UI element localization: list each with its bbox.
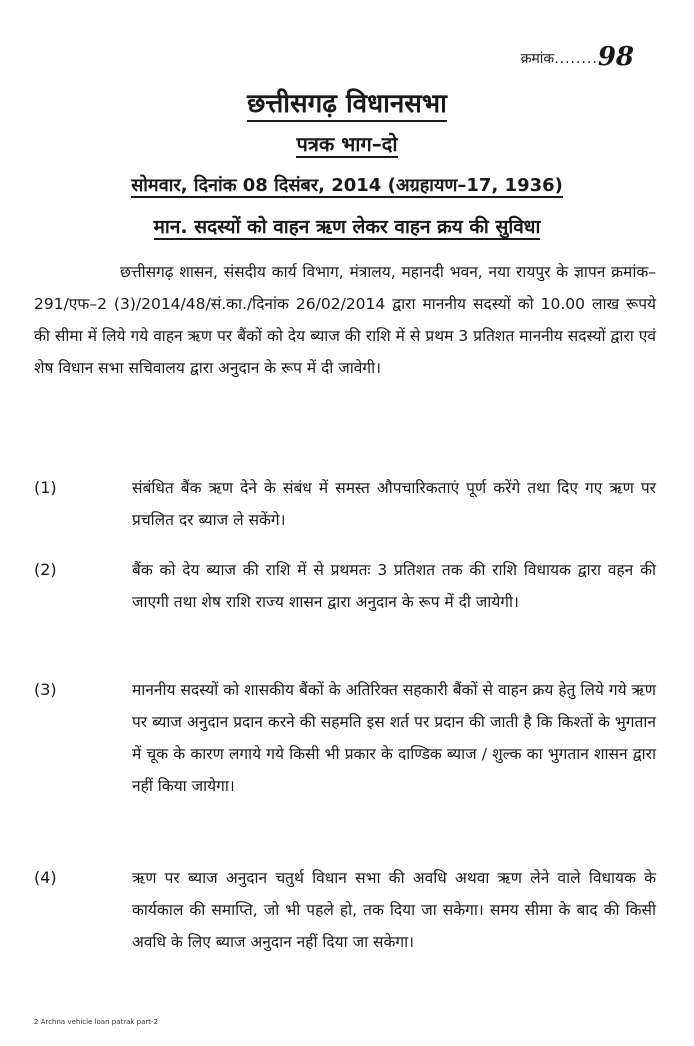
list-item-text: संबंधित बैंक ऋण देने के संबंध में समस्त औपचारिकताएं पूर्ण करेंगे तथा दिए गए ऋण पर प्रचलित दर ब्याज ले सकेंगे। bbox=[132, 479, 656, 529]
document-title-text: छत्तीसगढ़ विधानसभा bbox=[247, 89, 447, 122]
list-item-text: माननीय सदस्यों को शासकीय बैंकों के अतिरिक्त सहकारी बैंकों से वाहन क्रय हेतु लिये गये ऋण पर ब्याज अनुदान प्रदान करने की सहमति इस शर्त पर प्रदान की जाती है कि किश्तों के भुगतान में चूक के कारण लगाये गये किसी भी प्रकार के दाण्डिक ब्याज / शुल्क का भुगतान शासन द्वारा नहीं किया जायेगा। bbox=[132, 681, 656, 795]
document-heading bbox=[0, 213, 694, 239]
list-item-number: (2) bbox=[34, 560, 57, 579]
serial-label: क्रमांक bbox=[520, 51, 555, 67]
list-item bbox=[34, 674, 656, 802]
document-heading-text: मान. सदस्यों को वाहन ऋण लेकर वाहन क्रय की सुविधा bbox=[153, 216, 541, 238]
serial-number bbox=[521, 40, 634, 70]
list-item-number: (4) bbox=[34, 868, 57, 887]
document-subtitle bbox=[0, 130, 694, 157]
document-date bbox=[0, 173, 694, 197]
intro-paragraph: छत्तीसगढ़ शासन, संसदीय कार्य विभाग, मंत्रालय, महानदी भवन, नया रायपुर के ज्ञापन क्रमांक–291/एफ–2 (3)/2014/48/सं.का./दिनांक 26/02/2014 द्वारा माननीय सदस्यों को 10.00 लाख रूपये की सीमा में लिये गये वाहन ऋण पर बैंकों को देय ब्याज की राशि में से प्रथम 3 प्रतिशत माननीय सदस्यों द्वारा एवं शेष विधान सभा सचिवालय द्वारा अनुदान के रूप में दी जावेगी। bbox=[34, 263, 656, 377]
list-item-number: (1) bbox=[34, 478, 57, 497]
serial-dots: ........ bbox=[554, 51, 598, 67]
footer-filename: 2 Archna vehicle loan patrak part-2 bbox=[34, 1018, 159, 1026]
list-item-text: बैंक को देय ब्याज की राशि में से प्रथमतः 3 प्रतिशत तक की राशि विधायक द्वारा वहन की जाएगी तथा शेष राशि राज्य शासन द्वारा अनुदान के रूप में दी जायेगी। bbox=[132, 561, 656, 611]
document-subtitle-text: पत्रक भाग–दो bbox=[296, 132, 398, 156]
list-item bbox=[34, 862, 656, 958]
list-item bbox=[34, 472, 656, 536]
serial-value: 98 bbox=[597, 42, 634, 72]
list-item-text: ऋण पर ब्याज अनुदान चतुर्थ विधान सभा की अवधि अथवा ऋण लेने वाले विधायक के कार्यकाल की समाप्ति, जो भी पहले हो, तक दिया जा सकेगा। समय सीमा के बाद की किसी अवधि के लिए ब्याज अनुदान नहीं दिया जा सकेगा। bbox=[132, 869, 656, 951]
document-date-text: सोमवार, दिनांक 08 दिसंबर, 2014 (अग्रहायण–17, 1936) bbox=[131, 175, 563, 196]
document-title bbox=[0, 84, 694, 120]
list-item-number: (3) bbox=[34, 680, 57, 699]
list-item bbox=[34, 554, 656, 618]
